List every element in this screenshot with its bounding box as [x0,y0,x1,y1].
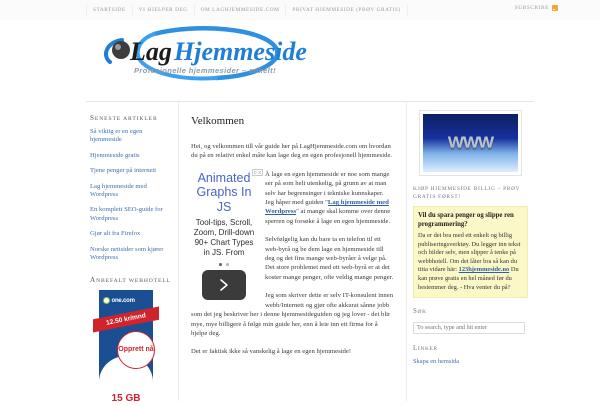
banner-cta-label: Opprett nå [118,346,154,354]
list-item [90,183,172,200]
right-sidebar [407,102,534,401]
svg-text:Lag: Lag [130,37,172,66]
carousel-dot-2[interactable] [226,263,229,266]
widget-title-recent: SENESTE ARTIKLER [90,114,158,122]
recent-articles-list [90,128,172,262]
promo-link[interactable]: 123hjemmeside.no [458,266,510,274]
promo-body [418,232,523,292]
recent-link-1[interactable]: Så viktig er en egen hjemmeside [90,128,143,144]
recent-link-6[interactable]: Gjør alt fra Firefox [90,230,141,238]
main-content [179,102,407,401]
nav-item-vi-hjelper-deg[interactable]: VI HJELPER DEG [133,5,195,15]
banner-storage: 15 GB [111,393,141,405]
onecom-banner-ad[interactable] [93,290,159,406]
top-navigation [86,5,408,15]
site-header [0,20,600,96]
subscribe-link[interactable] [515,5,558,11]
www-banner-image[interactable] [419,110,522,176]
paragraph-2: Selvfølgelig kan du bare ta en telefon til ett web-byrå og be dem lage en hjemmeside till deg og det fins mange web-byråer å velge på. Det store problemet med ett web-byrå er at det koster mange penger, ofte veldig mange penger. [265,236,394,281]
rss-icon [552,5,558,11]
onecom-logo [103,297,135,304]
wordpress-guide-link[interactable]: Lag hjemmeside med Wordpress [265,199,389,216]
www-banner-inner [423,114,518,172]
ad-next-button[interactable] [202,270,246,300]
list-item [90,206,172,223]
promo-body-text-3: - Hva venter du på? [460,283,511,291]
list-item [90,128,172,145]
intro-paragraph: Hei, og velkommen till vår guide her på LagHjemmeside.com om hvordan du på en relativt enkel måte kan lage deg en egen profesjonell hjemmeside. [191,143,393,160]
list-item [90,230,172,238]
svg-text:Profesjonelle hjemmesider –: Profesjonelle hjemmesider – enkelt! [134,66,276,75]
recommended-host-widget [90,276,172,406]
list-item [90,167,172,175]
ad-choices-badge[interactable]: D X [253,169,261,175]
nav-item-privat-hjemmeside[interactable]: PRIVAT HJEMMESIDE (PRØV GRATIS) [286,5,407,15]
links-list [413,358,528,367]
top-bar [0,0,600,21]
promo-box [413,206,528,298]
logo-graphic [96,26,311,88]
recent-link-4[interactable]: Lag hjemmeside med Wordpress [90,182,147,199]
external-link-1[interactable]: Skapa en hemsida [413,358,460,366]
subscribe-label: SUBSCRIBE [514,5,549,11]
promo-body-text-2: Du kan prøve gratis en hel måned før du bestemmer deg. [418,266,519,291]
paragraph-3: Jeg som skriver dette er selv IT-konsulent innen webb/Internett og gjør ofte akkurat sånne jobb som det jeg beskriver her i denne hjemmesideguiden og jeg lover - det blir mye, mye billigere å følge min guide her, enn å leie inn ett firma for å hjelpe deg. [191,292,394,337]
svg-text:Hjemmeside: Hjemmeside [174,37,307,66]
widget-title-search: SØK [413,308,427,316]
recent-link-7[interactable]: Norske nettsider som kjører Wordpress [90,245,164,262]
onecom-brand: one.com [111,297,135,304]
content-frame [86,101,534,405]
list-item [90,246,172,263]
nav-item-startside[interactable]: STARTSIDE [86,5,133,15]
www-text: WWW [447,134,494,152]
onecom-mark-icon [103,297,110,304]
recent-link-5[interactable]: En komplett SEO-guide for Wordpress [90,206,163,222]
list-item [413,358,528,367]
ad-headline: Animated Graphs In JS [196,170,252,214]
carousel-dot-1[interactable] [219,263,222,266]
inline-ad-widget[interactable] [191,169,261,300]
wrap-before: Å lage en egen hjemmeside er noe som mange ser på som helt utenkelig, på grunn av at man selv har begrensinger i tekniske kunnskaper. Jeg håper med guiden " [265,170,390,207]
widget-title-links: LINKER [413,344,438,352]
promo-body-text: Da er det bra med ett enkelt og billig publiseringsverktøy. Du legger inn tekst och bilder selv, men slipper å tenke på webbhotell. Om det låter bra så kan du titta vidare här: [418,232,521,274]
chevron-right-icon [218,278,230,292]
banner-price: 12.50 kr/mnd [105,312,147,328]
wrap-after: " at mange skal komme over denne sperren og forsøke å lage en egen hjemmeside. [265,208,391,225]
search-input[interactable] [417,324,521,331]
promo-heading: Vil du spara penger og slippe ren programmering? [418,212,514,228]
nav-item-om-laghjemmeside[interactable]: OM LAGHJEMMESIDE.COM [195,5,287,15]
search-box[interactable] [413,322,525,334]
ad-subtext: Tool-tips, Scroll, Zoom, Drill-down 90+ Chart Types in JS. From [193,218,255,258]
ad-carousel-dots[interactable] [191,263,257,266]
widget-title-promo: KJØP HJEMMESIDE BILLIG – PRØV GRATIS FØRST! [413,186,521,200]
paragraph-4: Det er faktisk ikke så vanskelig å lage en egen hjemmeside! [191,348,352,356]
page-title: Velkommen [191,115,245,127]
left-sidebar [86,102,179,405]
recent-link-3[interactable]: Tjene penger på internett [90,167,157,175]
list-item [90,152,172,160]
recent-link-2[interactable]: Hjemmeside gratis [90,151,140,159]
widget-title-host: ANBEFALT WEBHOTELL [90,276,172,285]
site-logo[interactable] [96,26,311,88]
